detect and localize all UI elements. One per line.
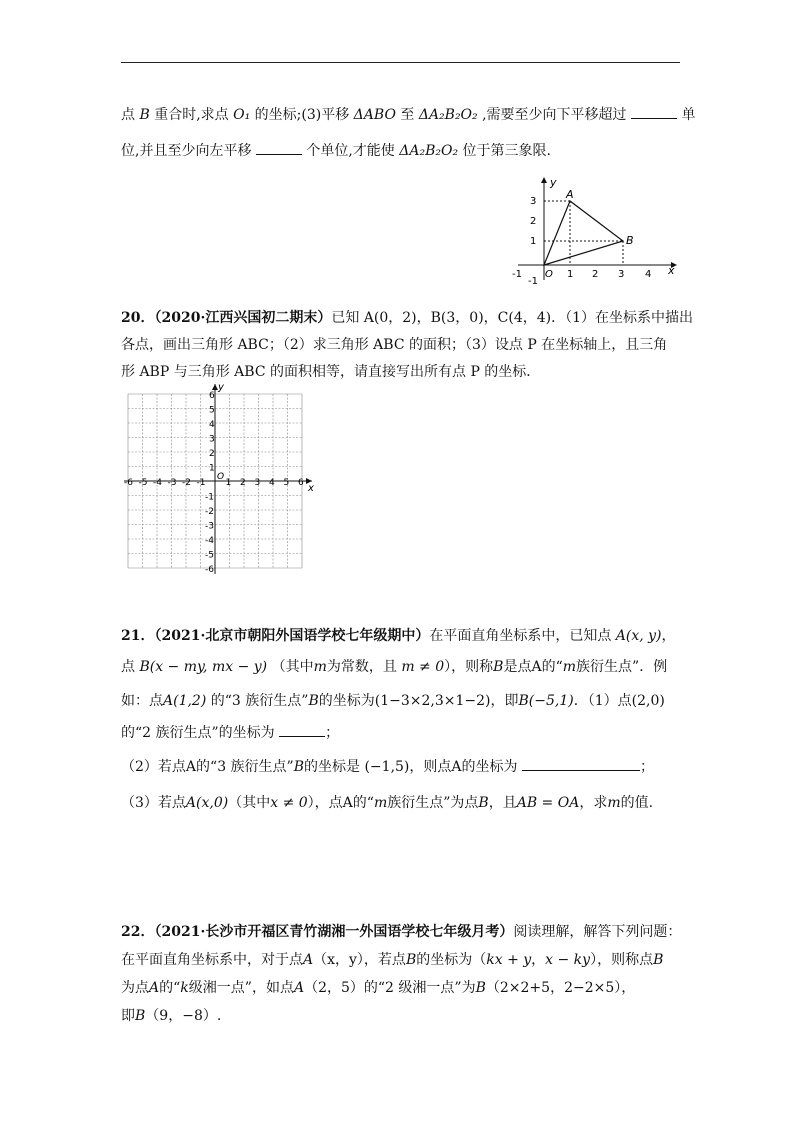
q20-line-3: 形 ABP 与三角形 ABC 的面积相等，请直接写出所有点 P 的坐标． [121, 364, 541, 380]
y-tick: 1 [530, 236, 537, 247]
q20-grid[interactable] [120, 382, 325, 584]
x-tick: -4 [153, 478, 162, 488]
x-tick: 1 [225, 478, 232, 488]
x-tick: 2 [592, 269, 599, 280]
x-tick: 6 [298, 478, 304, 488]
y-tick: -1 [528, 276, 538, 286]
x-tick: -6 [124, 478, 133, 488]
triangle-ABO [544, 201, 623, 265]
x-tick: 3 [254, 478, 261, 488]
y-tick: -4 [205, 536, 214, 546]
q21-line-6: （3）若点A(x,0)（其中x ≠ 0），点A的“m族衍生点”为点B，且AB = OA，求m的值. [121, 795, 654, 811]
question-source: （2020·江西兴国初二期末） [154, 310, 332, 326]
answer-blank-q21-2[interactable] [522, 758, 640, 771]
x-tick: -3 [167, 478, 177, 488]
y-tick: -1 [205, 492, 214, 503]
y-axis-label: y [550, 176, 557, 189]
y-tick: 1 [209, 463, 215, 474]
y-tick: 6 [209, 391, 215, 401]
q19-line-2: 位,并且至少向左平移 个单位,才能使 ΔA₂B₂O₂ 位于第三象限. [121, 143, 551, 159]
point-B-label: B [626, 234, 634, 247]
y-tick: -6 [205, 565, 214, 575]
y-tick: -3 [205, 521, 214, 532]
q19-line-1: 点 B 重合时,求点 O₁ 的坐标;(3)平移 ΔABO 至 ΔA₂B₂O₂ ,需要至少向下平移超过 单 [121, 107, 696, 123]
q21-line-4: 的“2 族衍生点”的坐标为 ； [121, 725, 340, 741]
q21-line-1: 21．（2021·北京市朝阳外国语学校七年级期中）在平面直角坐标系中，已知点 A(x, y)， [121, 628, 676, 644]
y-tick: 4 [209, 420, 215, 430]
answer-blank-down[interactable] [631, 106, 677, 119]
origin-label: O [545, 269, 553, 280]
q19-figure [500, 174, 685, 286]
question-source: （2021·北京市朝阳外国语学校七年级期中） [154, 628, 430, 644]
q21-line-2: 点 B(x − my, mx − y) （其中m为常数，且 m ≠ 0），则称B是点A的“m族衍生点”．例 [121, 659, 668, 675]
q22-line-4: 即B（9，−8）. [121, 1008, 222, 1024]
q20-line-2: 各点，画出三角形 ABC；（2）求三角形 ABC 的面积；（3）设点 P 在坐标轴上，且三角 [121, 337, 668, 353]
question-number: 20． [121, 310, 155, 326]
x-tick: -1 [512, 269, 522, 280]
y-tick: 5 [209, 405, 215, 416]
x-tick: 3 [618, 269, 625, 280]
x-tick: 4 [645, 269, 652, 280]
y-axis-label: y [218, 382, 224, 393]
x-axis-label: x [668, 264, 675, 277]
y-tick: 3 [209, 434, 215, 445]
y-tick: 2 [530, 216, 537, 227]
header-rule [121, 62, 680, 63]
question-source: （2021·长沙市开福区青竹湖湘一外国语学校七年级月考） [154, 924, 514, 940]
x-axis-label: x [308, 483, 314, 494]
x-tick: -1 [196, 478, 206, 488]
answer-blank-q21-1[interactable] [279, 724, 325, 737]
x-tick: 4 [269, 478, 275, 488]
y-tick: -2 [205, 507, 214, 517]
point-A-label: A [566, 188, 574, 201]
origin-label: O [217, 472, 225, 482]
q22-line-1: 22．（2021·长沙市开福区青竹湖湘一外国语学校七年级月考）阅读理解，解答下列问题： [121, 924, 682, 940]
question-number: 22． [121, 924, 155, 940]
x-tick: -2 [182, 478, 191, 488]
answer-blank-left[interactable] [256, 142, 302, 155]
x-tick: 1 [567, 269, 574, 280]
question-number: 21． [121, 628, 155, 644]
y-tick: -5 [205, 550, 214, 561]
q21-line-5: （2）若点A的“3 族衍生点”B的坐标是 (−1,5)，则点A的坐标为 ； [121, 759, 654, 775]
y-tick: 3 [530, 196, 537, 207]
x-tick: -5 [138, 478, 148, 488]
x-tick: 5 [283, 478, 290, 488]
q22-line-2: 在平面直角坐标系中，对于点A（x，y），若点B的坐标为（kx + y，x − ky），则称点B [121, 952, 664, 968]
y-tick: 2 [209, 449, 215, 459]
q20-line-1: 20．（2020·江西兴国初二期末）已知 A(0，2)，B(3，0)，C(4，4)．（1）在坐标系中描出 [121, 310, 694, 326]
q22-line-3: 为点A的“k级湘一点”，如点A（2，5）的“2 级湘一点”为B（2×2+5，2−2×5）， [121, 980, 636, 996]
x-tick: 2 [240, 478, 246, 488]
q21-line-3: 如：点A(1,2) 的“3 族衍生点”B的坐标为(1−3×2,3×1−2)，即B(−5,1)．（1）点(2,0) [121, 693, 665, 709]
